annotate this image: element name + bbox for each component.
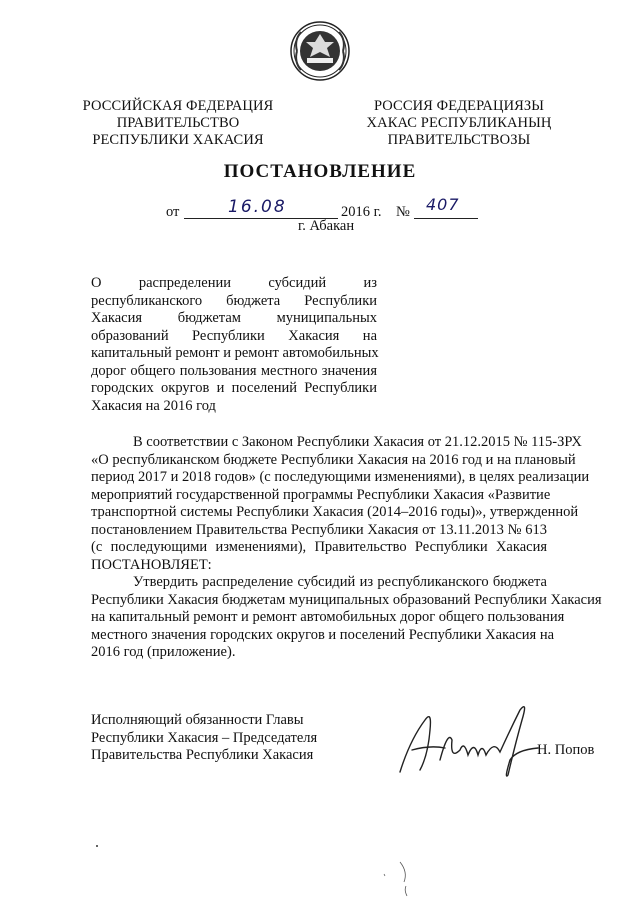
number-sign: № [396,204,410,220]
document-title: ПОСТАНОВЛЕНИЕ [223,161,417,182]
year-label: 2016 г. [341,204,382,220]
body-line: постановлением Правительства Республики Хакасия от 13.11.2013 № 613 [91,521,547,538]
signatory-line: Республики Хакасия – Председателя [91,729,318,746]
body-line: мероприятий государственной программы Республики Хакасия «Развитие [91,486,551,503]
body-line: транспортной системы Республики Хакасия (2014–2016 годы)», утвержденной [91,504,579,520]
signatory-line: Правительства Республики Хакасия [91,747,314,763]
subject-line: Хакасия бюджетам муниципальных [91,310,377,326]
signatory-name: Н. Попов [537,742,595,758]
header-right-block [364,98,554,149]
header-right-line: ПРАВИТЕЛЬСТВОЗЫ [387,132,531,148]
number-underline [414,218,478,219]
handwritten-number: 407 [426,195,460,214]
body-line: период 2017 и 2018 годов» (с последующими изменениями), в целях реализации [91,469,590,485]
body-line: Утвердить распределение субсидий из республиканского бюджета [133,574,547,590]
coat-of-arms-icon [289,20,351,82]
subject-line: О распределении субсидий из [91,275,377,291]
body-line: на капитальный ремонт и ремонт автомобильных дорог общего пользования [91,609,565,625]
header-right-line: ХАКАС РЕСПУБЛИКАНЫҢ [366,115,552,131]
body-line: «О республиканском бюджете Республики Хакасия на 2016 год и на плановый [91,451,576,468]
header-left-line: РЕСПУБЛИКИ ХАКАСИЯ [92,132,264,148]
scan-marks [378,860,418,900]
subject-line: городских округов и поселений Республики [91,380,377,396]
body-line: 2016 год (приложение). [91,644,236,660]
header-right-line: РОССИЯ ФЕДЕРАЦИЯЗЫ [373,98,545,114]
body-line-resolves: ПОСТАНОВЛЯЕТ: [91,556,212,573]
body-line: Республики Хакасия бюджетам муниципальных образований Республики Хакасия [91,591,602,608]
body-line: В соответствии с Законом Республики Хакасия от 21.12.2015 № 115-ЗРХ [133,434,582,450]
signatory-title [91,712,317,765]
handwritten-signature [390,700,550,780]
signatory-line: Исполняющий обязанности Главы [91,712,304,728]
header-left-line: РОССИЙСКАЯ ФЕДЕРАЦИЯ [82,98,274,114]
subject-line: капитальный ремонт и ремонт автомобильных [91,345,379,361]
body-line: (с последующими изменениями), Правительство Республики Хакасия [91,539,547,555]
subject-line: дорог общего пользования местного значения [91,362,377,379]
handwritten-date: 16.08 [228,197,287,217]
body-line: местного значения городских округов и поселений Республики Хакасия на [91,626,555,643]
header-left-block [78,98,278,149]
subject-line: Хакасия на 2016 год [91,397,216,414]
subject-line: образований Республики Хакасия на [91,327,377,344]
scan-dot [94,843,100,849]
header-left-line: ПРАВИТЕЛЬСТВО [116,115,240,131]
subject-block [91,275,377,415]
body-text [91,434,602,662]
city-label: г. Абакан [298,218,355,234]
date-from-label: от [166,204,180,220]
subject-line: республиканского бюджета Республики [91,292,377,309]
